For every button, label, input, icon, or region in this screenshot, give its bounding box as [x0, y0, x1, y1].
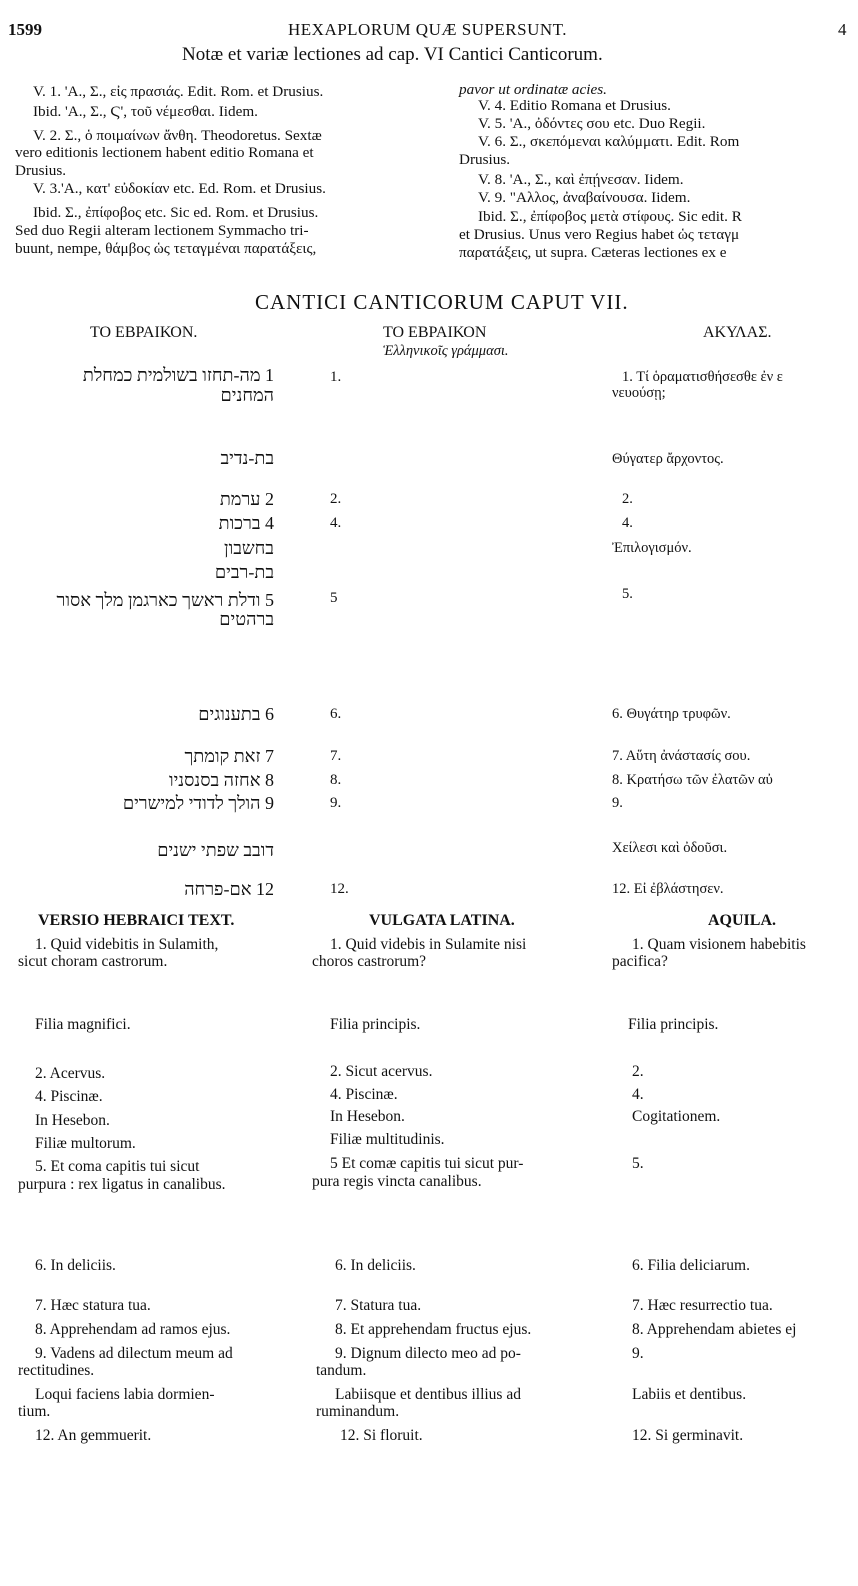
- aquila-greek-line: 6. Θυγάτηρ τρυφῶν.: [612, 706, 731, 722]
- vulgata-line: 5 Et comæ capitis tui sicut pur-: [330, 1155, 524, 1172]
- aquila-latin-line: 8. Apprehendam abietes ej: [632, 1321, 797, 1338]
- verse-number: 5: [330, 590, 338, 606]
- aquila-greek-line: 5.: [622, 586, 633, 602]
- versio-line: tium.: [18, 1403, 51, 1420]
- aquila-greek-line: 1. Τί ὁραματισθήσεσθε ἐν ε: [622, 369, 783, 385]
- versio-line: 4. Piscinæ.: [35, 1088, 103, 1105]
- versio-line: 1. Quid videbitis in Sulamith,: [35, 936, 219, 953]
- page-number: 1599: [8, 20, 42, 39]
- verse-number: 8.: [330, 772, 342, 788]
- versio-line: Loqui faciens labia dormien-: [35, 1386, 215, 1403]
- verse-number: 6.: [330, 706, 342, 722]
- aquila-latin-line: 12. Si germinavit.: [632, 1427, 744, 1444]
- verse-number: 9.: [330, 795, 342, 811]
- aquila-latin-line: 9.: [632, 1345, 644, 1362]
- note-line: Ibid. 'Α., Σ., Ϛ', τοῦ νέμεσθαι. Iidem.: [33, 103, 258, 120]
- vulgata-line: 1. Quid videbis in Sulamite nisi: [330, 936, 527, 953]
- aquila-greek-line: 8. Κρατήσω τῶν ἐλατῶν αὐ: [612, 772, 773, 788]
- hebrew-line: דובב שפתי ישנים: [157, 840, 274, 860]
- verse-number: 1.: [330, 369, 342, 385]
- running-title: HEXAPLORUM QUÆ SUPERSUNT.: [288, 20, 568, 39]
- hebrew-column-header: ΤΟ ΕΒΡΑΙΚΟΝ.: [90, 324, 198, 341]
- aquila-greek-line: 12. Εἰ ἐβλάστησεν.: [612, 881, 724, 897]
- note-line: et Drusius. Unus vero Regius habet ὡς τεταγμ: [459, 226, 740, 243]
- aquila-greek-line: νευούσῃ;: [612, 385, 666, 401]
- aquila-greek-line: Χείλεσι καὶ ὀδοῦσι.: [612, 840, 728, 856]
- transliterated-column-subheader: Ἑλληνικοῖς γράμμασι.: [383, 343, 509, 359]
- vulgata-line: ruminandum.: [316, 1403, 400, 1420]
- aquila-latin-line: 7. Hæc resurrectio tua.: [632, 1297, 773, 1314]
- note-line: vero editionis lectionem habent editio Romana et: [15, 144, 314, 161]
- versio-line: 9. Vadens ad dilectum meum ad: [35, 1345, 233, 1362]
- aquila-greek-line: 7. Αὕτη ἀνάστασίς σου.: [612, 748, 751, 764]
- chapter-title: CANTICI CANTICORUM CAPUT VII.: [255, 290, 629, 314]
- hebrew-line: 9 הולך לדודי למישרים: [122, 793, 274, 813]
- versio-line: 5. Et coma capitis tui sicut: [35, 1158, 200, 1175]
- note-line: buunt, nempe, θάμβος ὡς τεταγμέναι παρατάξεις,: [15, 240, 317, 257]
- versio-line: purpura : rex ligatus in canalibus.: [18, 1176, 226, 1193]
- hebrew-line: 12 אם-פרחה: [184, 879, 274, 899]
- versio-line: Filia magnifici.: [35, 1016, 131, 1033]
- hebrew-line: 2 ערמת: [219, 489, 274, 509]
- aquila-latin-line: 5.: [632, 1155, 644, 1172]
- versio-line: 7. Hæc statura tua.: [35, 1297, 151, 1314]
- hebrew-line: 4 ברכות: [218, 513, 274, 533]
- hebrew-line: 1 מה-תחזו בשולמית כמחלת: [82, 365, 274, 385]
- versio-line: 2. Acervus.: [35, 1065, 106, 1082]
- aquila-latin-column-header: AQUILA.: [708, 912, 777, 929]
- vulgata-line: Labiisque et dentibus illius ad: [335, 1386, 521, 1403]
- aquila-greek-line: 9.: [612, 795, 623, 811]
- aquila-latin-line: Cogitationem.: [632, 1108, 721, 1125]
- hebrew-line: 8 אחזה בסנסניו: [168, 770, 274, 790]
- versio-column-header: VERSIO HEBRAICI TEXT.: [38, 912, 235, 929]
- vulgata-line: 12. Si floruit.: [340, 1427, 423, 1444]
- note-line: pavor ut ordinatæ acies.: [459, 81, 607, 98]
- aquila-latin-line: 4.: [632, 1086, 644, 1103]
- vulgata-line: Filiæ multitudinis.: [330, 1131, 445, 1148]
- hebrew-line: בת-רבים: [214, 562, 274, 582]
- vulgata-line: In Hesebon.: [330, 1108, 405, 1125]
- note-line: Ibid. Σ., ἐπίφοβος etc. Sic ed. Rom. et Drusius.: [33, 204, 319, 221]
- note-line: Drusius.: [459, 151, 511, 168]
- versio-line: sicut choram castrorum.: [18, 953, 168, 970]
- versio-line: 6. In deliciis.: [35, 1257, 116, 1274]
- verse-number: 2.: [330, 491, 342, 507]
- aquila-latin-line: Labiis et dentibus.: [632, 1386, 747, 1403]
- aquila-latin-line: Filia principis.: [628, 1016, 719, 1033]
- note-line: V. 8. 'Α., Σ., καὶ ἐπῄνεσαν. Iidem.: [478, 171, 684, 188]
- note-line: V. 2. Σ., ὁ ποιμαίνων ἄνθη. Theodoretus. Sextæ: [33, 127, 322, 144]
- aquila-column-header: ΑΚΥΛΑΣ.: [703, 324, 772, 341]
- aquila-latin-line: pacifica?: [612, 953, 668, 970]
- versio-line: 12. An gemmuerit.: [35, 1427, 152, 1444]
- notes-subtitle: Notæ et variæ lectiones ad cap. VI Cantici Canticorum.: [182, 44, 603, 65]
- hebrew-line: בת-נדיב: [220, 448, 274, 468]
- hebrew-line: 6 בתענוגים: [198, 704, 274, 724]
- transliterated-column-header: ΤΟ ΕΒΡΑΙΚΟΝ: [383, 324, 487, 341]
- aquila-greek-line: 2.: [622, 491, 633, 507]
- note-line: V. 1. 'Α., Σ., εἰς πρασιάς. Edit. Rom. et Drusius.: [33, 83, 324, 100]
- vulgata-line: Filia principis.: [330, 1016, 421, 1033]
- vulgata-line: 8. Et apprehendam fructus ejus.: [335, 1321, 532, 1338]
- note-line: Drusius.: [15, 162, 67, 179]
- right-page-mark: 4: [838, 20, 847, 39]
- note-line: V. 6. Σ., σκεπόμεναι καλύμματι. Edit. Rom: [478, 133, 740, 150]
- aquila-greek-line: 4.: [622, 515, 633, 531]
- versio-line: In Hesebon.: [35, 1112, 110, 1129]
- vulgata-line: 2. Sicut acervus.: [330, 1063, 433, 1080]
- aquila-greek-line: Ἐπιλογισμόν.: [612, 540, 692, 556]
- hebrew-line: 5 ודלת ראשך כארגמן מלך אסור: [56, 590, 274, 610]
- verse-number: 12.: [330, 881, 349, 897]
- note-line: V. 4. Editio Romana et Drusius.: [478, 97, 671, 114]
- vulgata-line: 9. Dignum dilecto meo ad po-: [335, 1345, 521, 1362]
- vulgata-line: pura regis vincta canalibus.: [312, 1173, 482, 1190]
- versio-line: rectitudines.: [18, 1362, 95, 1379]
- verse-number: 7.: [330, 748, 342, 764]
- note-line: Sed duo Regii alteram lectionem Symmacho tri-: [15, 222, 309, 239]
- aquila-latin-line: 6. Filia deliciarum.: [632, 1257, 750, 1274]
- vulgata-line: 7. Statura tua.: [335, 1297, 422, 1314]
- verse-number: 4.: [330, 515, 342, 531]
- hebrew-line: המחנים: [220, 385, 274, 405]
- vulgata-column-header: VULGATA LATINA.: [369, 912, 515, 929]
- vulgata-line: choros castrorum?: [312, 953, 427, 970]
- vulgata-line: tandum.: [316, 1362, 367, 1379]
- hebrew-line: ברהטים: [219, 609, 274, 629]
- note-line: V. 9. "Αλλος, ἀναβαίνουσα. Iidem.: [478, 189, 691, 206]
- note-line: παρατάξεις, ut supra. Cæteras lectiones ex e: [459, 244, 727, 261]
- aquila-latin-line: 1. Quam visionem habebitis: [632, 936, 806, 953]
- versio-line: 8. Apprehendam ad ramos ejus.: [35, 1321, 231, 1338]
- vulgata-line: 4. Piscinæ.: [330, 1086, 398, 1103]
- aquila-latin-line: 2.: [632, 1063, 644, 1080]
- hebrew-line: בחשבון: [224, 538, 274, 558]
- note-line: V. 3.'Α., κατ' εὐδοκίαν etc. Ed. Rom. et Drusius.: [33, 180, 326, 197]
- note-line: Ibid. Σ., ἐπίφοβος μετὰ στίφους. Sic edit. R: [478, 208, 742, 225]
- note-line: V. 5. 'Α., ὀδόντες σου etc. Duo Regii.: [478, 115, 706, 132]
- versio-line: Filiæ multorum.: [35, 1135, 136, 1152]
- aquila-greek-line: Θύγατερ ἄρχοντος.: [612, 451, 724, 467]
- vulgata-line: 6. In deliciis.: [335, 1257, 416, 1274]
- hebrew-line: 7 זאת קומתך: [184, 746, 274, 766]
